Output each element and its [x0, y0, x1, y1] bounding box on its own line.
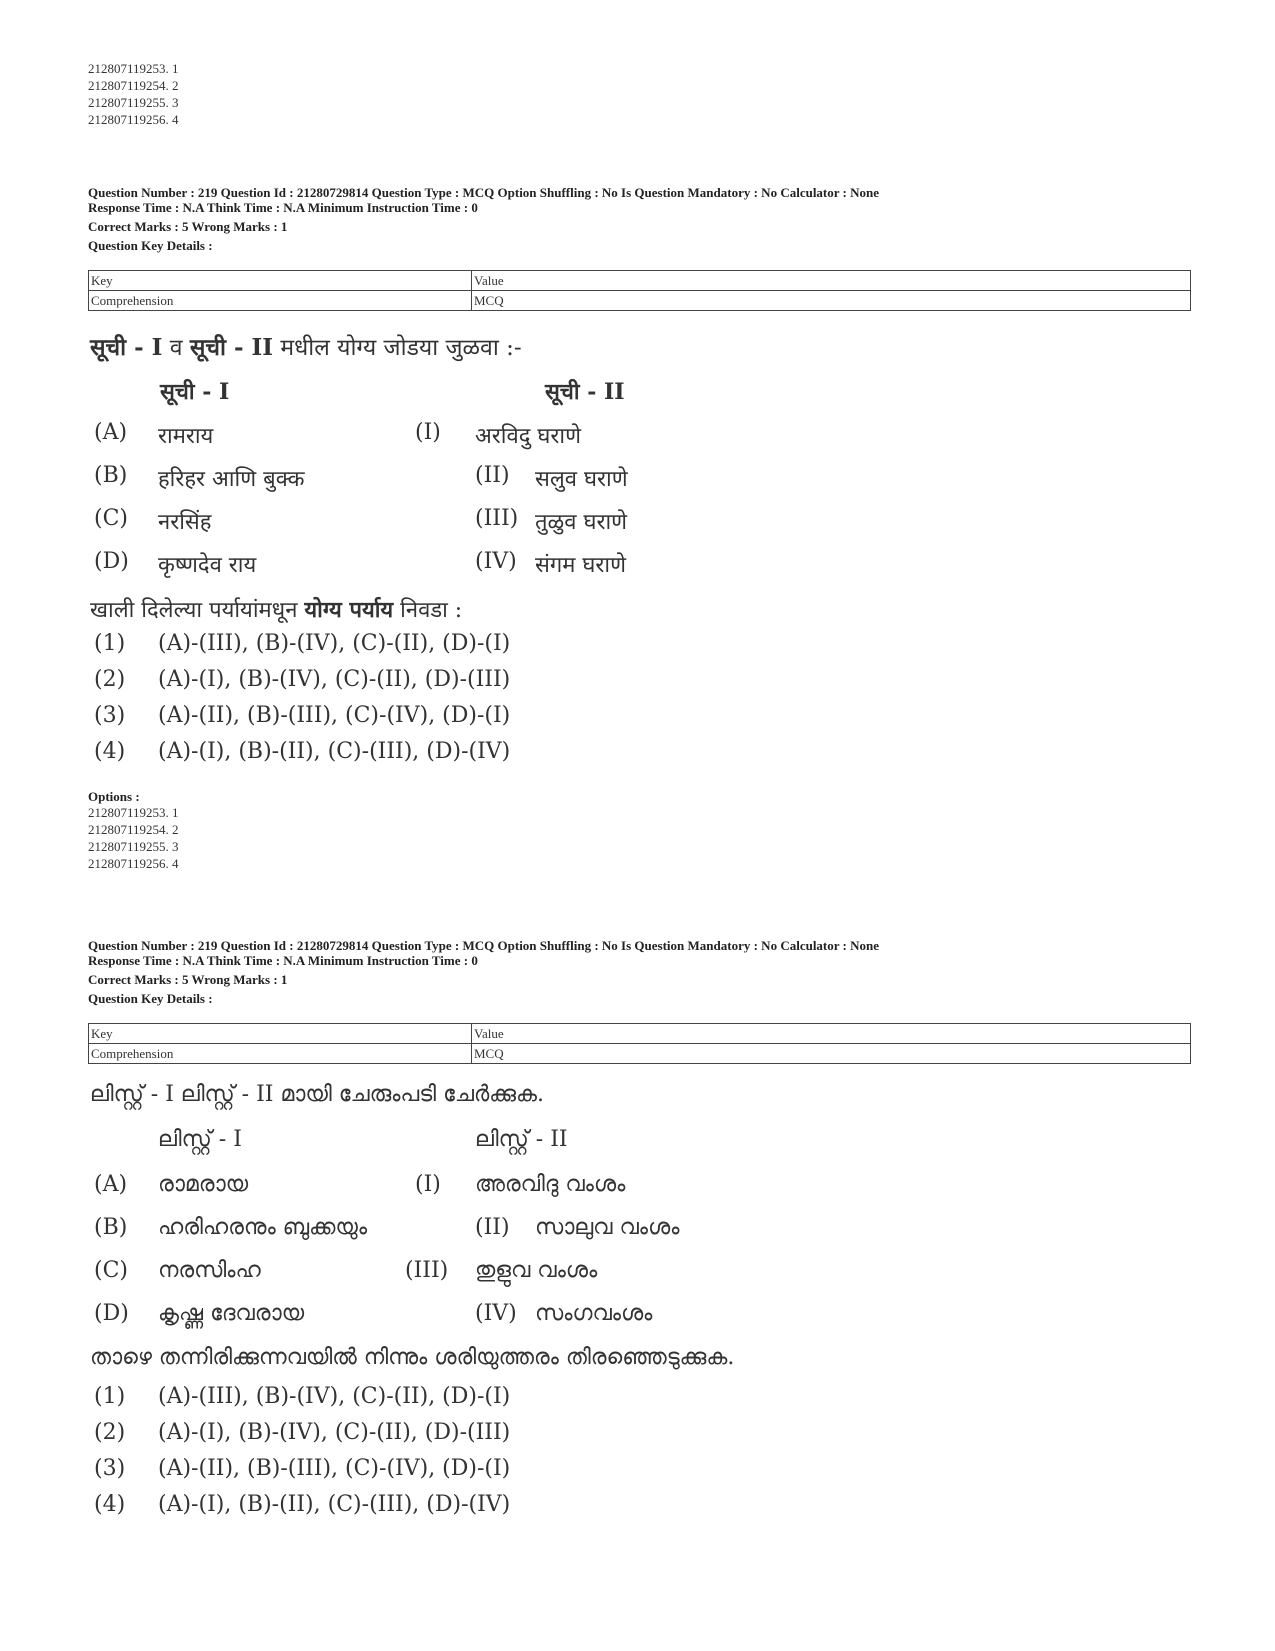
q1-instruction — [90, 594, 1140, 624]
pair-right: അരവിദു വംശം — [475, 1172, 626, 1197]
table-header-row — [89, 271, 1191, 291]
q1-instr-bold: योग्य पर्याय — [304, 597, 394, 623]
option-line: 212807119255. 3 — [88, 839, 179, 854]
pair-right: अरविदु घराणे — [475, 424, 582, 449]
q2-col2-head: ലിസ്റ്റ് - II — [475, 1127, 568, 1152]
pair-roman: (III) — [405, 1258, 449, 1283]
q1-key-table — [88, 270, 1191, 311]
q2-marks: Correct Marks : 5 Wrong Marks : 1 — [88, 972, 288, 987]
key-header: Key — [89, 1024, 472, 1044]
pair-left: कृष्णदेव राय — [158, 553, 257, 578]
option-line: 212807119255. 3 — [88, 95, 179, 110]
pair-left: ഹരിഹരനും ബുക്കയും — [158, 1215, 368, 1240]
pair-letter: (B) — [94, 1215, 128, 1240]
answer-number: (2) — [94, 1420, 126, 1445]
answer-text: (A)-(I), (B)-(II), (C)-(III), (D)-(IV) — [158, 739, 511, 764]
answer-number: (1) — [94, 1384, 126, 1409]
pair-letter: (A) — [94, 1172, 128, 1197]
pair-left: രാമരായ — [158, 1172, 249, 1197]
q2-key-table — [88, 1023, 1191, 1064]
pair-right: സംഗവംശം — [535, 1301, 653, 1326]
q1-meta — [88, 185, 1188, 253]
q1-meta-line1: Question Number : 219 Question Id : 21280729814 Question Type : MCQ Option Shuffling : No Is Question Mandatory : No Calculator : None — [88, 185, 880, 200]
pair-left: നരസിംഹ — [158, 1258, 261, 1283]
answer-text: (A)-(II), (B)-(III), (C)-(IV), (D)-(I) — [158, 703, 511, 728]
value-header: Value — [472, 271, 1191, 291]
q2-meta-line2: Response Time : N.A Think Time : N.A Minimum Instruction Time : 0 — [88, 953, 478, 968]
q2-key-details-label: Question Key Details : — [88, 991, 213, 1006]
q1-title-rest: मधील योग्य जोडया जुळवा :- — [273, 335, 522, 361]
value-cell: MCQ — [472, 291, 1191, 311]
pair-left: नरसिंह — [158, 510, 212, 535]
q2-title-rest: മായി ചേരുംപടി ചേർക്കുക. — [273, 1082, 545, 1107]
q1-col1-head: सूची - I — [160, 379, 230, 405]
q1-title-list1: सूची - I — [90, 334, 163, 361]
pair-letter: (C) — [94, 1258, 128, 1283]
table-row — [89, 291, 1191, 311]
key-header: Key — [89, 271, 472, 291]
q1-title-va: व — [162, 335, 190, 361]
pair-left: रामराय — [158, 424, 214, 449]
pair-roman: (IV) — [475, 1301, 517, 1326]
answer-number: (4) — [94, 739, 126, 764]
q1-meta-line2: Response Time : N.A Think Time : N.A Minimum Instruction Time : 0 — [88, 200, 478, 215]
q2-title-list1: ലിസ്റ്റ് - I — [90, 1082, 174, 1107]
pair-letter: (C) — [94, 506, 128, 531]
pair-roman: (III) — [475, 506, 519, 531]
options-label: Options : — [88, 789, 140, 804]
q1-question-title — [90, 330, 1140, 362]
answer-number: (1) — [94, 631, 126, 656]
option-line: 212807119256. 4 — [88, 112, 179, 127]
q1-instr-post: निवडा : — [393, 598, 463, 623]
pair-right: संगम घराणे — [535, 553, 627, 578]
pair-letter: (D) — [94, 549, 129, 574]
key-cell: Comprehension — [89, 291, 472, 311]
answer-text: (A)-(III), (B)-(IV), (C)-(II), (D)-(I) — [158, 1384, 511, 1409]
pair-right: സാലുവ വംശം — [535, 1215, 680, 1240]
pair-roman: (IV) — [475, 549, 517, 574]
table-header-row — [89, 1024, 1191, 1044]
pair-letter: (B) — [94, 463, 128, 488]
q2-col1-head: ലിസ്റ്റ് - I — [158, 1127, 242, 1152]
q1-title-list2: सूची - II — [189, 334, 274, 361]
q1-options-list — [88, 789, 1188, 872]
answer-number: (3) — [94, 1456, 126, 1481]
key-cell: Comprehension — [89, 1044, 472, 1064]
answer-text: (A)-(I), (B)-(IV), (C)-(II), (D)-(III) — [158, 667, 511, 692]
q1-col2-head: सूची - II — [545, 379, 625, 405]
q2-meta-line1: Question Number : 219 Question Id : 21280729814 Question Type : MCQ Option Shuffling : No Is Question Mandatory : No Calculator : None — [88, 938, 880, 953]
pair-right: तुळुव घराणे — [535, 510, 628, 535]
q1-instr-pre: खाली दिलेल्या पर्यायांमधून — [90, 598, 305, 623]
value-cell: MCQ — [472, 1044, 1191, 1064]
option-line: 212807119254. 2 — [88, 822, 179, 837]
answer-text: (A)-(I), (B)-(II), (C)-(III), (D)-(IV) — [158, 1492, 511, 1517]
option-line: 212807119256. 4 — [88, 856, 179, 871]
q2-instruction: താഴെ തന്നിരിക്കുന്നവയിൽ നിന്നും ശരിയുത്തരം തിരഞ്ഞെടുക്കുക. — [90, 1345, 735, 1370]
pair-letter: (D) — [94, 1301, 129, 1326]
pair-letter: (A) — [94, 420, 128, 445]
pair-roman: (II) — [475, 463, 510, 488]
q2-question-title — [90, 1082, 1140, 1107]
pair-right: सलुव घराणे — [535, 467, 628, 492]
pair-roman: (I) — [415, 420, 441, 445]
q2-title-list2: ലിസ്റ്റ് - II — [173, 1082, 274, 1107]
option-line: 212807119253. 1 — [88, 61, 179, 76]
pair-left: हरिहर आणि बुक्क — [158, 467, 305, 492]
pair-roman: (II) — [475, 1215, 510, 1240]
answer-number: (2) — [94, 667, 126, 692]
answer-text: (A)-(III), (B)-(IV), (C)-(II), (D)-(I) — [158, 631, 511, 656]
pair-roman: (I) — [415, 1172, 441, 1197]
pair-right: തുളുവ വംശം — [475, 1258, 598, 1283]
answer-number: (4) — [94, 1492, 126, 1517]
answer-number: (3) — [94, 703, 126, 728]
q1-marks: Correct Marks : 5 Wrong Marks : 1 — [88, 219, 288, 234]
top-options-list — [88, 60, 179, 128]
answer-text: (A)-(II), (B)-(III), (C)-(IV), (D)-(I) — [158, 1456, 511, 1481]
answer-text: (A)-(I), (B)-(IV), (C)-(II), (D)-(III) — [158, 1420, 511, 1445]
q2-meta — [88, 938, 1188, 1006]
option-line: 212807119253. 1 — [88, 805, 179, 820]
q1-key-details-label: Question Key Details : — [88, 238, 213, 253]
value-header: Value — [472, 1024, 1191, 1044]
pair-left: കൃഷ്ണ ദേവരായ — [158, 1301, 305, 1326]
table-row — [89, 1044, 1191, 1064]
option-line: 212807119254. 2 — [88, 78, 179, 93]
